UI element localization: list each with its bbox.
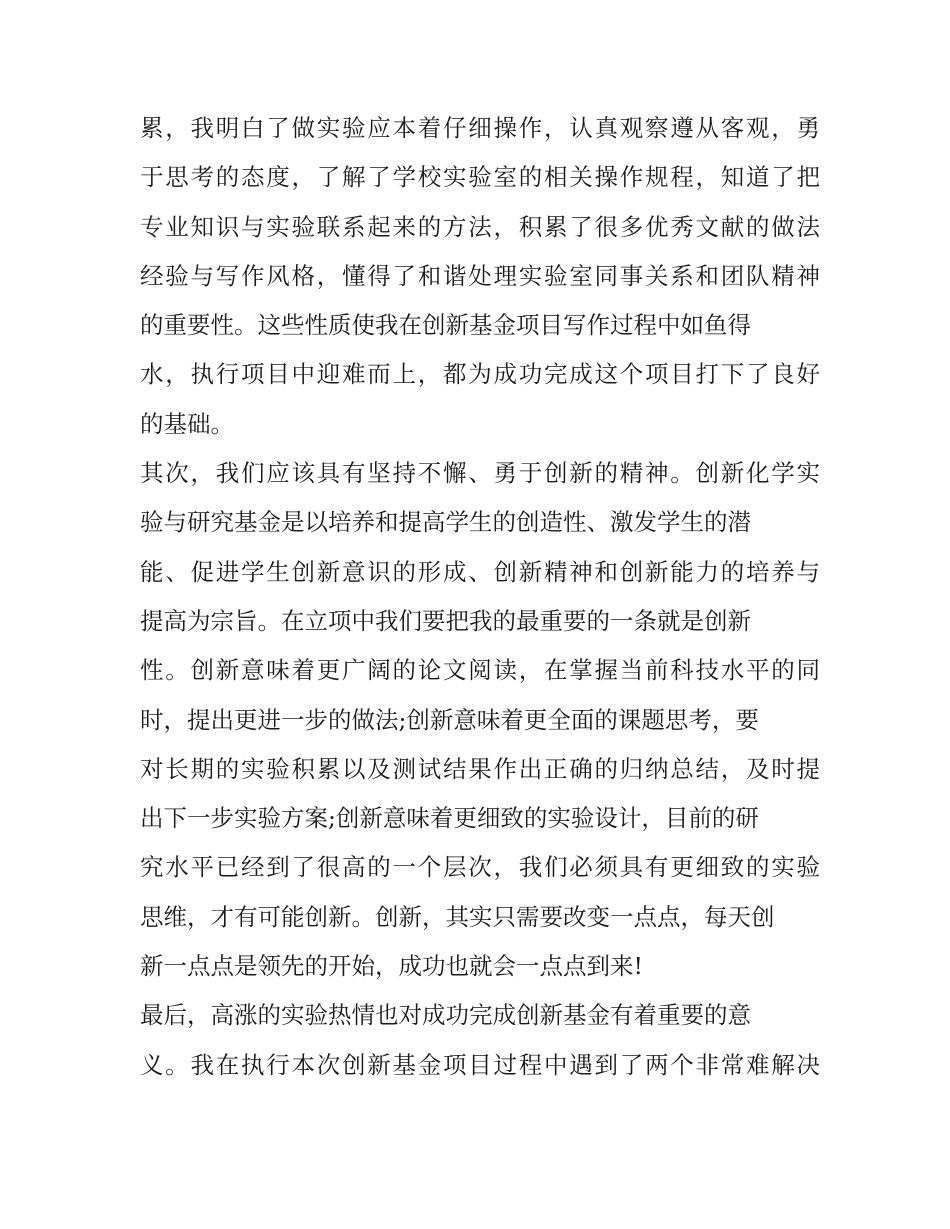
text-line: 时，提出更进一步的做法;创新意味着更全面的课题思考，要 (140, 705, 759, 734)
text-line: 最后，高涨的实验热情也对成功完成创新基金有着重要的意 (140, 1001, 751, 1030)
text-line: 验与研究基金是以培养和提高学生的创造性、激发学生的潜 (140, 508, 751, 537)
text-line: 出下一步实验方案;创新意味着更细致的实验设计，目前的研 (140, 804, 759, 833)
text-line: 新一点点是领先的开始，成功也就会一点点到来! (140, 952, 643, 981)
text-line: 提高为宗旨。在立项中我们要把我的最重要的一条就是创新 (140, 606, 751, 635)
text-line: 对长期的实验积累以及测试结果作出正确的归纳总结，及时提 (140, 754, 820, 783)
text-line: 累，我明白了做实验应本着仔细操作，认真观察遵从客观，勇 (140, 114, 820, 142)
text-line: 究水平已经到了很高的一个层次，我们必须具有更细致的实验 (140, 853, 820, 882)
text-line: 性。创新意味着更广阔的论文阅读，在掌握当前科技水平的同 (140, 656, 820, 685)
text-line: 于思考的态度，了解了学校实验室的相关操作规程，知道了把 (140, 163, 820, 192)
text-line: 思维，才有可能创新。创新，其实只需要改变一点点，每天创 (140, 902, 775, 931)
text-line: 能、促进学生创新意识的形成、创新精神和创新能力的培养与 (140, 557, 820, 586)
text-line: 专业知识与实验联系起来的方法，积累了很多优秀文献的做法 (140, 212, 820, 241)
text-line: 的基础。 (140, 409, 234, 438)
text-line: 其次，我们应该具有坚持不懈、勇于创新的精神。创新化学实 (140, 459, 820, 488)
text-line: 经验与写作风格，懂得了和谐处理实验室同事关系和团队精神 (140, 261, 820, 290)
text-line: 义。我在执行本次创新基金项目过程中遇到了两个非常难解决 (140, 1050, 820, 1079)
text-line: 水，执行项目中迎难而上，都为成功完成这个项目打下了良好 (140, 360, 820, 389)
body-text (140, 104, 820, 1090)
text-line: 的重要性。这些性质使我在创新基金项目写作过程中如鱼得 (140, 311, 751, 340)
